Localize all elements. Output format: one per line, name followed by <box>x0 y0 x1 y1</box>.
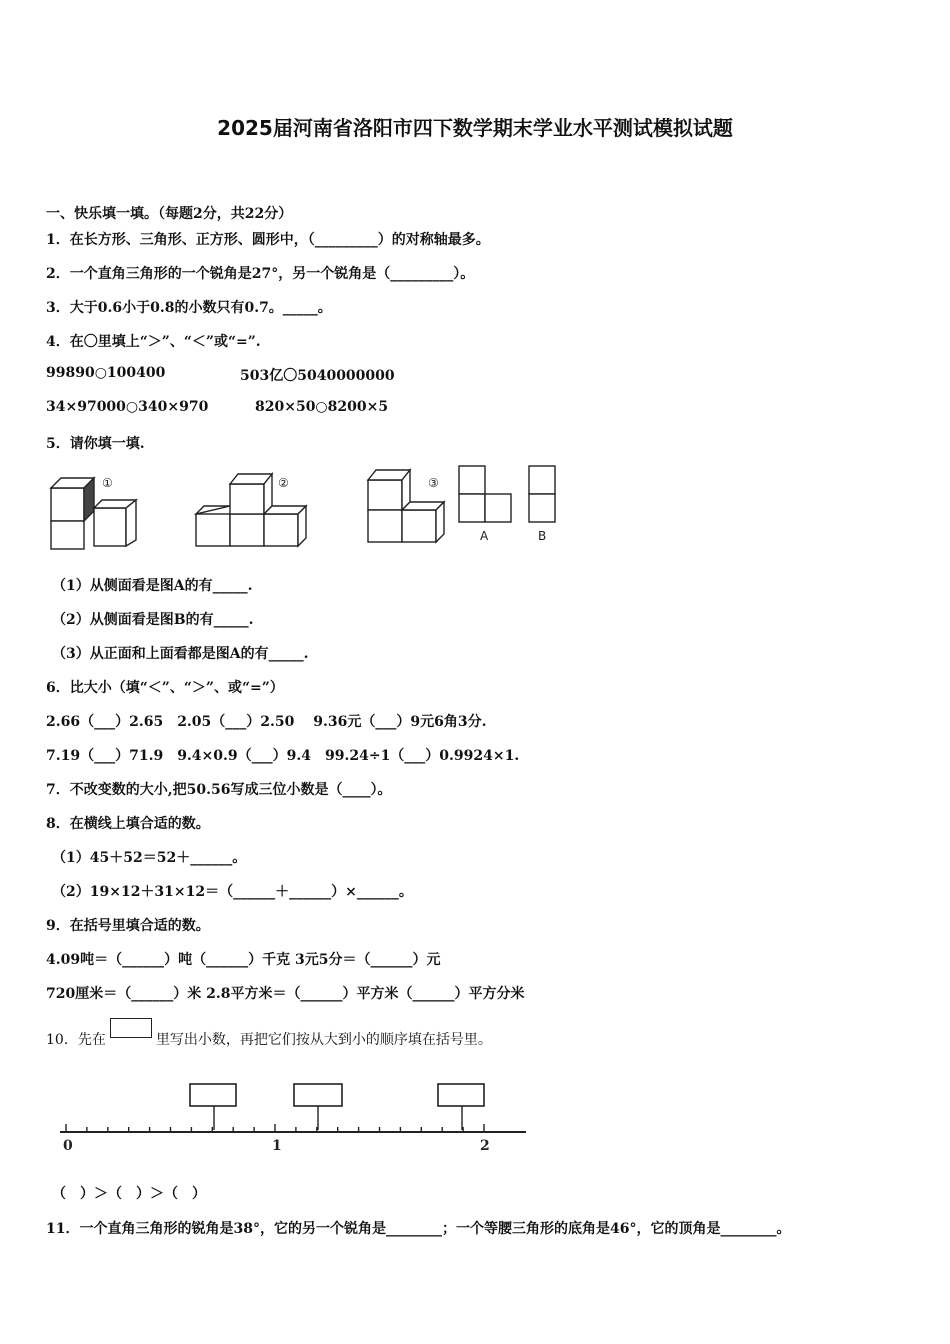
question-8-1: （1）45＋52＝52＋______。 <box>52 850 247 866</box>
cube-figures <box>46 462 566 558</box>
figure-label-a: A <box>480 529 489 543</box>
question-4: 4．在〇里填上“＞”、“＜”或“=”. <box>46 334 261 350</box>
view-b <box>529 466 555 522</box>
section-heading: 一、快乐填一填。（每题2分，共22分） <box>46 206 293 222</box>
question-5-3: （3）从正面和上面看都是图A的有_____. <box>52 646 309 662</box>
question-6-row-2: 7.19（___）71.9 9.4×0.9（___）9.4 99.24÷1（___）0.9924×1. <box>46 748 520 764</box>
question-9-row-2: 720厘米＝（______）米 2.8平方米＝（______）平方米（______）平方分米 <box>46 986 525 1002</box>
question-1: 1．在长方形、三角形、正方形、圆形中，（_________）的对称轴最多。 <box>46 232 490 248</box>
question-7: 7．不改变数的大小,把50.56写成三位小数是（____）。 <box>46 782 392 798</box>
question-9-row-1: 4.09吨＝（______）吨（______）千克 3元5分＝（______）元 <box>46 952 441 968</box>
question-9: 9．在括号里填合适的数。 <box>46 918 210 934</box>
question-10-order: （ ）＞（ ）＞（ ） <box>52 1186 206 1202</box>
page-title: 2025届河南省洛阳市四下数学期末学业水平测试模拟试题 <box>217 116 733 140</box>
number-line <box>56 1078 536 1158</box>
question-5: 5．请你填一填. <box>46 436 145 452</box>
answer-box-3 <box>438 1084 484 1106</box>
view-a <box>459 466 511 522</box>
question-11: 11．一个直角三角形的锐角是38°，它的另一个锐角是________；一个等腰三角形的底角是46°，它的顶角是________。 <box>46 1221 791 1237</box>
question-6: 6．比大小（填“＜”、“＞”、或“=”） <box>46 680 284 696</box>
answer-box-2 <box>294 1084 342 1106</box>
cube-figure-2 <box>196 474 306 546</box>
question-10-prefix: 10．先在 <box>46 1032 106 1048</box>
question-8: 8．在横线上填合适的数。 <box>46 816 210 832</box>
question-5-1: （1）从侧面看是图A的有_____. <box>52 578 253 594</box>
numline-label-0: 0 <box>63 1138 73 1154</box>
question-4a: 99890○100400 <box>46 365 166 381</box>
question-4b: 503亿〇5040000000 <box>240 368 395 384</box>
question-4d: 820×50○8200×5 <box>255 399 389 415</box>
cube-figure-1 <box>51 478 136 549</box>
answer-box-1 <box>190 1084 236 1106</box>
question-5-2: （2）从侧面看是图B的有_____. <box>52 612 254 628</box>
question-10-suffix: 里写出小数，再把它们按从大到小的顺序填在括号里。 <box>155 1032 492 1048</box>
answer-box-sample <box>110 1018 152 1038</box>
figure-label-b: B <box>538 529 547 543</box>
question-3: 3．大于0.6小于0.8的小数只有0.7。_____。 <box>46 300 332 316</box>
question-2: 2．一个直角三角形的一个锐角是27°，另一个锐角是（_________）。 <box>46 266 475 282</box>
figure-label-1: ① <box>102 476 113 490</box>
question-6-row-1: 2.66（___）2.65 2.05（___）2.50 9.36元（___）9元6角3分. <box>46 714 487 730</box>
question-8-2: （2）19×12＋31×12＝（______＋______）×______。 <box>52 884 413 900</box>
question-4c: 34×97000○340×970 <box>46 399 209 415</box>
question-10 <box>46 1018 492 1049</box>
numline-label-2: 2 <box>480 1138 490 1154</box>
figure-label-3: ③ <box>428 476 439 490</box>
numline-label-1: 1 <box>272 1138 282 1154</box>
figure-label-2: ② <box>278 476 289 490</box>
